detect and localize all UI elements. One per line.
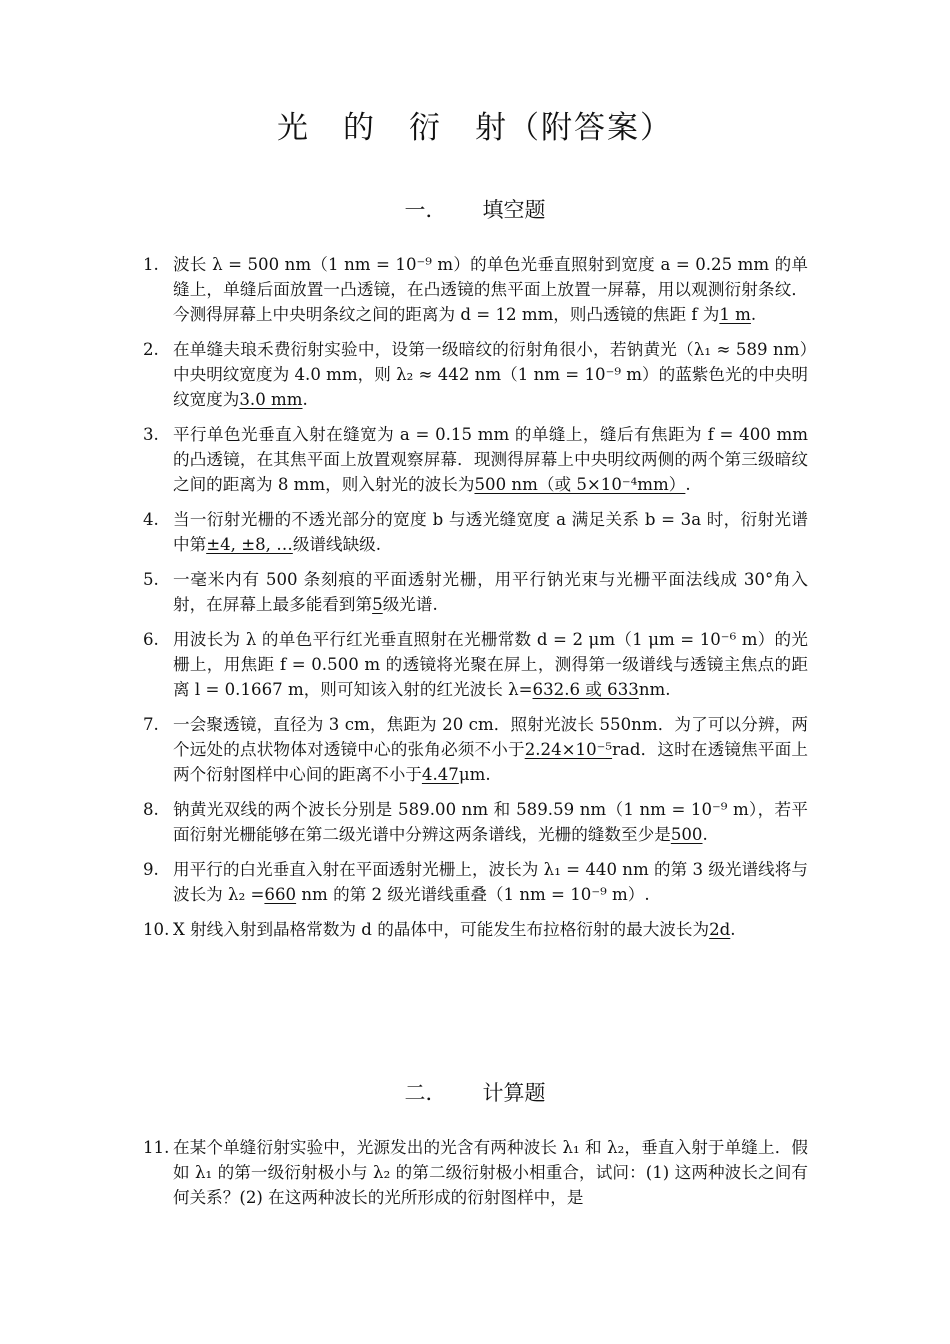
question-text: 波长 λ = 500 nm（1 nm = 10⁻⁹ m）的单色光垂直照射到宽度 a = 0.25 mm 的单缝上，单缝后面放置一凸透镜，在凸透镜的焦平面上放置一屏幕，用以观测衍射条纹．今测得屏幕上中央明条纹之间的距离为 d = 12 mm，则凸透镜的焦距 f 为 [173, 255, 808, 324]
question-text-tail: nm 的第 2 级光谱线重叠（1 nm = 10⁻⁹ m）. [296, 885, 650, 904]
question-text: 在某个单缝衍射实验中，光源发出的光含有两种波长 λ₁ 和 λ₂，垂直入射于单缝上．假如 λ₁ 的第一级衍射极小与 λ₂ 的第二级衍射极小相重合，试问：(1) 这两种波长之间有何关系？(2) 在这两种波长的光所形成的衍射图样中，是 [173, 1138, 808, 1207]
question-text: 用波长为 λ 的单色平行红光垂直照射在光栅常数 d = 2 μm（1 μm = 10⁻⁶ m）的光栅上，用焦距 f = 0.500 m 的透镜将光聚在屏上，测得第一级谱线与透镜主焦点的距离 l = 0.1667 m，则可知该入射的红光波长 λ= [173, 630, 808, 699]
question-text: 在单缝夫琅禾费衍射实验中，设第一级暗纹的衍射角很小，若钠黄光（λ₁ ≈ 589 nm）中央明纹宽度为 4.0 mm，则 λ₂ ≈ 442 nm（1 nm = 10⁻⁹ m）的蓝紫色光的中央明纹宽度为 [173, 340, 808, 409]
question-11 [143, 1135, 808, 1210]
question-text: 平行单色光垂直入射在缝宽为 a = 0.15 mm 的单缝上，缝后有焦距为 f = 400 mm 的凸透镜，在其焦平面上放置观察屏幕．现测得屏幕上中央明纹两侧的两个第三级暗纹之间的距离为 8 mm，则入射光的波长为 [173, 425, 808, 494]
question-3 [143, 422, 808, 497]
answer-blank: 2.24×10⁻⁵ [524, 740, 613, 759]
section-heading-fill-in [0, 194, 950, 224]
section-title: 填空题 [482, 198, 546, 222]
section-heading-calculation [0, 1077, 950, 1107]
question-number: 3. [143, 425, 159, 444]
question-number: 2. [143, 340, 159, 359]
answer-blank: 3.0 mm [239, 390, 303, 409]
document-title: 光 的 衍 射（附答案） [277, 110, 673, 146]
answer-blank: 2d [709, 920, 731, 939]
question-4 [143, 507, 808, 557]
answer-blank: 632.6 或 633 [532, 680, 639, 699]
question-text-tail: μm. [458, 765, 491, 784]
answer-blank: 5 [372, 595, 383, 614]
section-number: 一． [404, 198, 447, 222]
question-text: 当一衍射光栅的不透光部分的宽度 b 与透光缝宽度 a 满足关系 b = 3a 时，衍射光谱中第 [173, 510, 808, 554]
question-number: 11. [143, 1138, 170, 1157]
question-text-tail: . [750, 305, 757, 324]
question-text: 用平行的白光垂直入射在平面透射光栅上，波长为 λ₁ = 440 nm 的第 3 级光谱线将与波长为 λ₂ = [173, 860, 808, 904]
question-number: 5. [143, 570, 159, 589]
question-number: 7. [143, 715, 159, 734]
question-number: 9. [143, 860, 159, 879]
question-number: 4. [143, 510, 159, 529]
question-9 [143, 857, 808, 907]
answer-blank-2: 4.47 [421, 765, 459, 784]
answer-blank: 500 [670, 825, 703, 844]
question-number: 8. [143, 800, 159, 819]
question-8 [143, 797, 808, 847]
question-number: 10. [143, 920, 170, 939]
answer-blank: 1 m [719, 305, 751, 324]
question-6 [143, 627, 808, 702]
question-1 [143, 252, 808, 327]
question-text-tail: nm. [638, 680, 671, 699]
question-text-tail: . [302, 390, 308, 409]
question-text-tail: 级谱线缺级. [292, 535, 382, 554]
question-list-fill-in [143, 252, 808, 952]
question-text: 钠黄光双线的两个波长分别是 589.00 nm 和 589.59 nm（1 nm = 10⁻⁹ m），若平面衍射光栅能够在第二级光谱中分辨这两条谱线，光栅的缝数至少是 [173, 800, 808, 844]
answer-blank: ±4, ±8, … [206, 535, 293, 554]
question-text-tail: . [730, 920, 736, 939]
question-7 [143, 712, 808, 787]
question-list-calculation [143, 1135, 808, 1220]
question-text-tail: 级光谱. [382, 595, 438, 614]
question-10 [143, 917, 808, 942]
answer-blank: 500 nm（或 5×10⁻⁴mm） [474, 475, 686, 494]
answer-blank: 660 [264, 885, 297, 904]
question-text-tail: . [685, 475, 691, 494]
question-number: 6. [143, 630, 159, 649]
question-2 [143, 337, 808, 412]
question-text: 一会聚透镜，直径为 3 cm，焦距为 20 cm．照射光波长 550nm．为了可以分辨，两个远处的点状物体对透镜中心的张角必须不小于 [173, 715, 808, 759]
section-title: 计算题 [482, 1081, 546, 1105]
question-text-tail: . [702, 825, 708, 844]
question-number: 1. [143, 255, 159, 274]
question-text: X 射线入射到晶格常数为 d 的晶体中，可能发生布拉格衍射的最大波长为 [173, 920, 710, 939]
section-number: 二． [404, 1081, 447, 1105]
question-text: 一毫米内有 500 条刻痕的平面透射光栅，用平行钠光束与光栅平面法线成 30°角入射，在屏幕上最多能看到第 [173, 570, 808, 614]
question-5 [143, 567, 808, 617]
question-text-middle: rad．这时在透镜焦平面上两个衍射图样中心间的距离不小于 [173, 740, 808, 784]
